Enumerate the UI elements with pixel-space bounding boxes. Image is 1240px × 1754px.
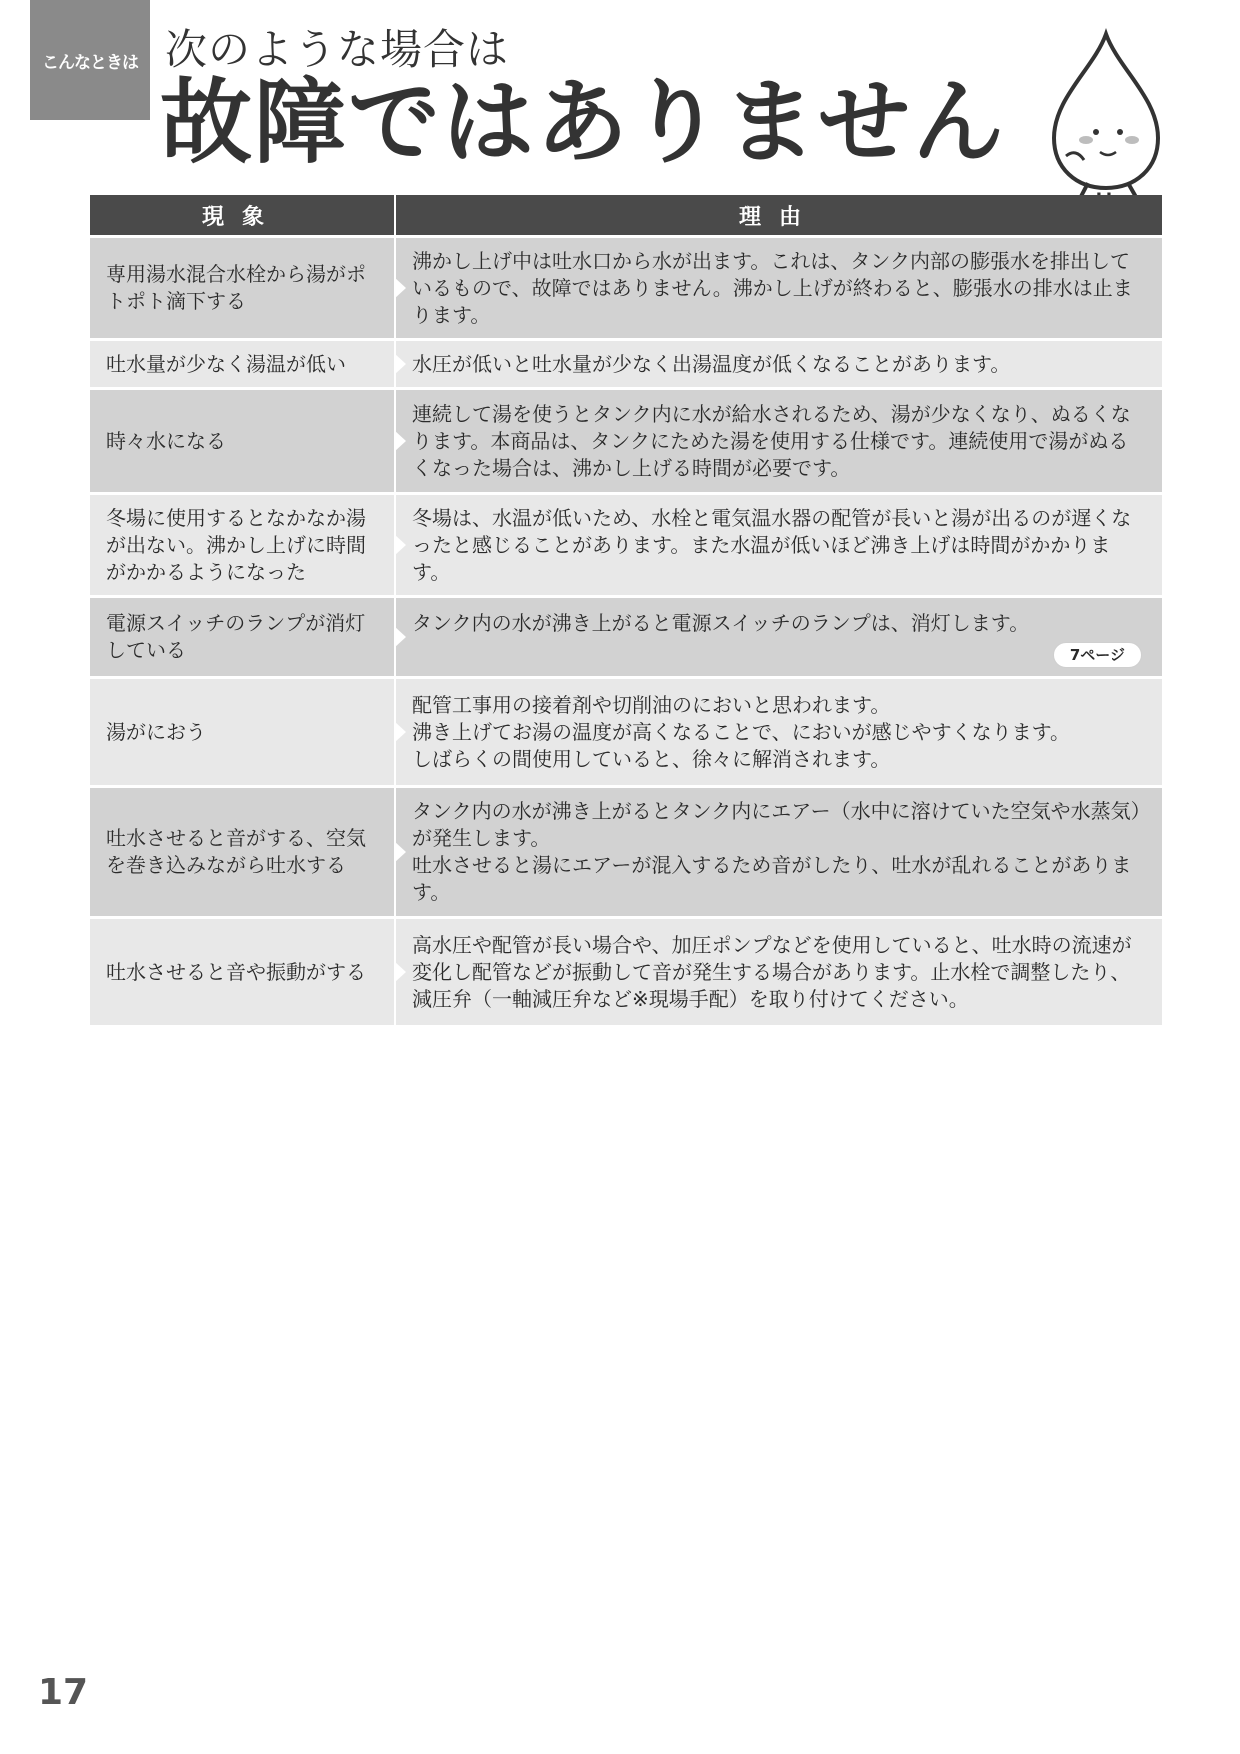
- troubleshooting-table: [90, 195, 1162, 1025]
- reason-cell: 高水圧や配管が長い場合や、加圧ポンプなどを使用していると、吐水時の流速が変化し配管などが振動して音が発生する場合があります。止水栓で調整したり、減圧弁（一軸減圧弁など※現場手配）を取り付けてください。: [396, 919, 1162, 1025]
- table-row: [90, 919, 1162, 1025]
- table-row: [90, 598, 1162, 676]
- phenomenon-cell: 専用湯水混合水栓から湯がポトポト滴下する: [90, 238, 394, 338]
- arrow-right-icon: [394, 353, 406, 375]
- reason-cell: 連続して湯を使うとタンク内に水が給水されるため、湯が少なくなり、ぬるくなります。本商品は、タンクにためた湯を使用する仕様です。連続使用で湯がぬるくなった場合は、沸かし上げる時間が必要です。: [396, 390, 1162, 492]
- water-drop-mascot-icon: [1036, 28, 1176, 218]
- reason-cell: 配管工事用の接着剤や切削油のにおいと思われます。 沸き上げてお湯の温度が高くなることで、においが感じやすくなります。 しばらくの間使用していると、徐々に解消されます。: [396, 679, 1162, 785]
- table-row: [90, 238, 1162, 338]
- table-row: [90, 495, 1162, 595]
- phenomenon-cell: 時々水になる: [90, 390, 394, 492]
- table-row: [90, 341, 1162, 387]
- column-header-reason: 理由: [396, 195, 1162, 235]
- page-number: 17: [38, 1672, 89, 1713]
- page-title: 故障ではありません: [160, 69, 1007, 176]
- table-row: [90, 679, 1162, 785]
- phenomenon-cell: 湯がにおう: [90, 679, 394, 785]
- arrow-right-icon: [394, 961, 406, 983]
- arrow-right-icon: [394, 626, 406, 648]
- phenomenon-cell: 電源スイッチのランプが消灯している: [90, 598, 394, 676]
- table-header: [90, 195, 1162, 235]
- phenomenon-cell: 吐水させると音がする、空気を巻き込みながら吐水する: [90, 788, 394, 916]
- page-subtitle: 次のような場合は: [165, 25, 510, 74]
- table-row: [90, 788, 1162, 916]
- arrow-right-icon: [394, 534, 406, 556]
- phenomenon-cell: 冬場に使用するとなかなか湯が出ない。沸かし上げに時間がかかるようになった: [90, 495, 394, 595]
- arrow-right-icon: [394, 721, 406, 743]
- table-row: [90, 390, 1162, 492]
- reason-cell: タンク内の水が沸き上がるとタンク内にエアー（水中に溶けていた空気や水蒸気）が発生します。 吐水させると湯にエアーが混入するため音がしたり、吐水が乱れることがあります。: [396, 788, 1162, 916]
- reason-text: タンク内の水が沸き上がると電源スイッチのランプは、消灯します。: [412, 611, 1030, 635]
- reason-cell: [396, 598, 1162, 676]
- reason-cell: 水圧が低いと吐水量が少なく出湯温度が低くなることがあります。: [396, 341, 1162, 387]
- phenomenon-cell: 吐水させると音や振動がする: [90, 919, 394, 1025]
- phenomenon-cell: 吐水量が少なく湯温が低い: [90, 341, 394, 387]
- arrow-right-icon: [394, 841, 406, 863]
- section-tab: こんなときは: [30, 0, 150, 120]
- reason-cell: 沸かし上げ中は吐水口から水が出ます。これは、タンク内部の膨張水を排出しているもので、故障ではありません。沸かし上げが終わると、膨張水の排水は止まります。: [396, 238, 1162, 338]
- column-header-phenomenon: 現象: [90, 195, 394, 235]
- page-reference-badge[interactable]: 7ページ: [1053, 642, 1142, 668]
- reason-cell: 冬場は、水温が低いため、水栓と電気温水器の配管が長いと湯が出るのが遅くなったと感じることがあります。また水温が低いほど沸き上げは時間がかかります。: [396, 495, 1162, 595]
- arrow-right-icon: [394, 430, 406, 452]
- arrow-right-icon: [394, 277, 406, 299]
